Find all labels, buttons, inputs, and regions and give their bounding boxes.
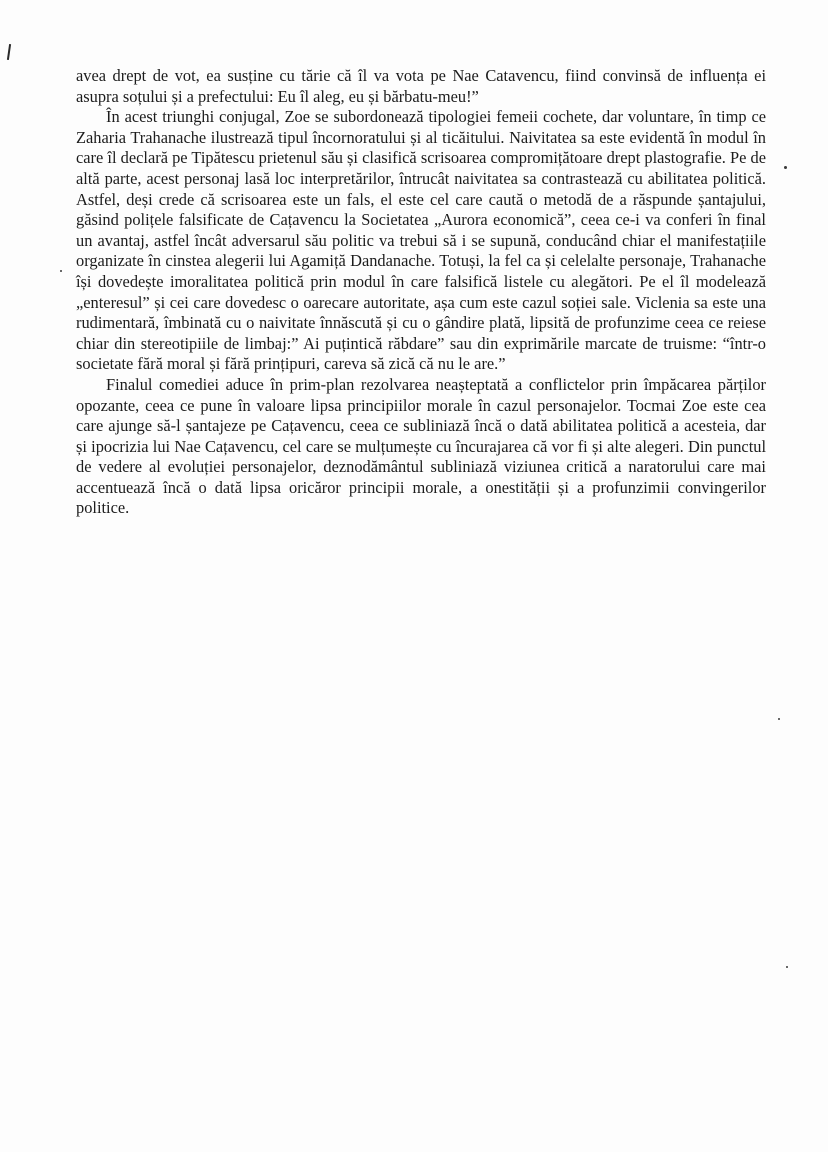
- paragraph-trahanache: În acest triunghi conjugal, Zoe se subordonează tipologiei femeii cochete, dar voluntare, în timp ce Zaharia Trahanache ilustrează tipul încornoratului și al ticăitului. Naivitatea sa este evidentă în modul în care îl declară pe Tipătescu prietenul său și clasifică scrisoarea compromițătoare drept plastografie. Pe de altă parte, acest personaj lasă loc interpretărilor, întrucât naivitatea sa contrastează cu abilitatea politică. Astfel, deși crede că scrisoarea este un fals, el este cel care caută o metodă de a răspunde șantajului, găsind polițele falsificate de Cațavencu la Societatea „Aurora economică”, ceea ce-i va conferi în final un avantaj, astfel încât adversarul său politic va trebui să i se supună, conducând chiar el manifestațiile organizate în cinstea alegerii lui Agamiță Dandanache. Totuși, la fel ca și celelalte personaje, Trahanache își dovedește imoralitatea politică prin modul în care falsifică listele cu alegători. Pe el îl modelează „enteresul” și cei care dovedesc o oarecare autoritate, așa cum este cazul soției sale. Viclenia sa este una rudimentară, îmbinată cu o naivitate înnăscută și cu o gândire plată, lipsită de profunzime ceea ce reiese chiar din stereotipiile de limbaj:” Ai puțintică răbdare” sau din exprimările marcate de truisme: “într-o societate fără moral și fără prințipuri, careva să zică că nu le are.”: [76, 107, 766, 374]
- scan-speck: [60, 270, 62, 272]
- scan-speck: [784, 166, 787, 169]
- scan-speck: [778, 718, 780, 720]
- paragraph-continuation: avea drept de vot, ea susține cu tărie că îl va vota pe Nae Catavencu, fiind convinsă de influența ei asupra soțului și a prefectului: Eu îl aleg, eu și bărbatu-meu!”: [76, 66, 766, 106]
- paragraph-final: Finalul comediei aduce în prim-plan rezolvarea neașteptată a conflictelor prin împăcarea părților opozante, ceea ce pune în valoare lipsa principiilor morale în cazul personajelor. Tocmai Zoe este cea care ajunge să-l șantajeze pe Cațavencu, ceea ce subliniază încă o dată abilitatea politică a acesteia, dar și ipocrizia lui Nae Cațavencu, cel care se mulțumește cu încurajarea că vor fi și alte alegeri. Din punctul de vedere al evoluției personajelor, deznodământul subliniază viziunea critică a naratorului care mai accentuează încă o dată lipsa oricăror principii morale, a onestității și a profunzimii convingerilor politice.: [76, 374, 766, 518]
- scan-speck: [786, 966, 788, 968]
- margin-pen-mark: [7, 44, 11, 60]
- document-body: [76, 66, 766, 519]
